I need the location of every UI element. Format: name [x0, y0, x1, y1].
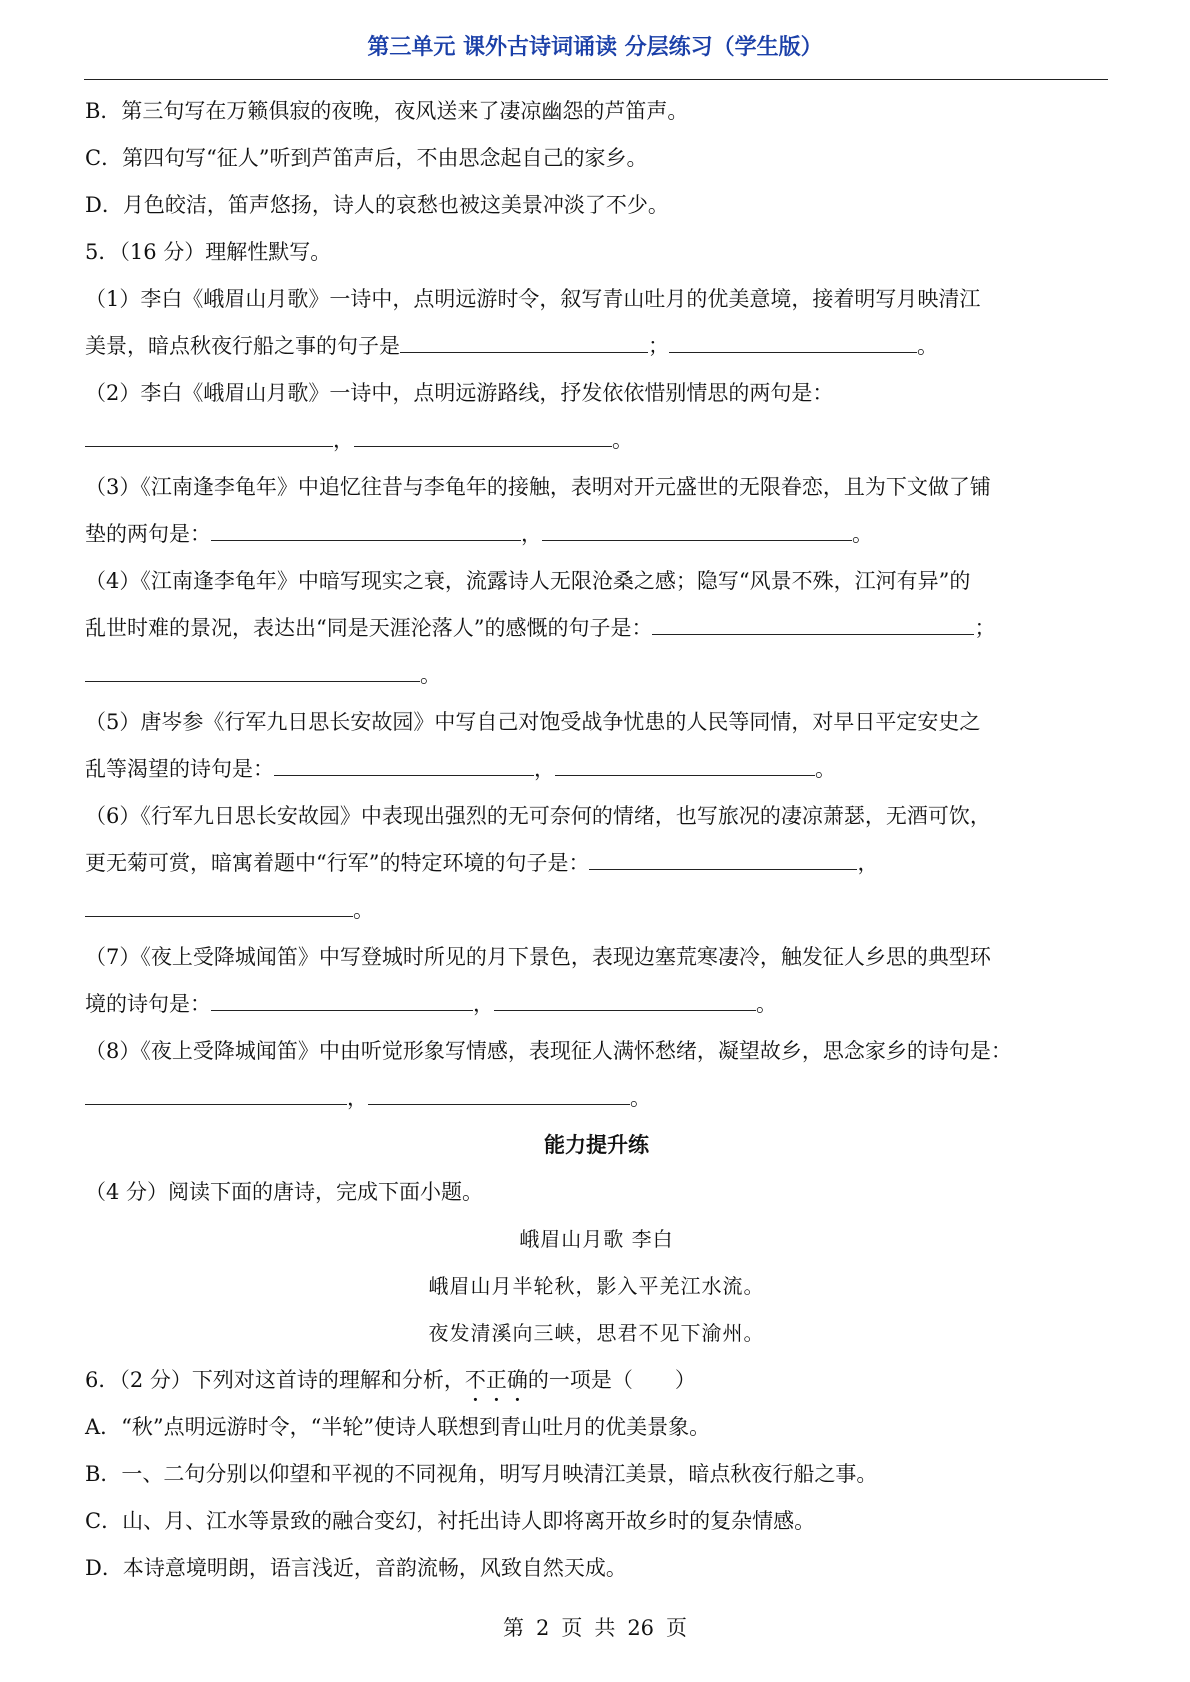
emphasis-char: 确 [506, 1368, 528, 1392]
punct: 。 [917, 334, 938, 358]
punct: ， [473, 992, 494, 1016]
q5-item2-line2 [85, 417, 1108, 464]
answer-blank[interactable] [85, 655, 420, 682]
header-rule [84, 79, 1108, 80]
q5-item3-text: 垫的两句是： [85, 522, 211, 546]
q5-item1-line1: （1）李白《峨眉山月歌》一诗中，点明远游时令，叙写青山吐月的优美意境，接着明写月映清江 [85, 287, 981, 311]
answer-blank[interactable] [211, 514, 521, 541]
q5-item1-line2 [85, 323, 1108, 370]
q6-option-a: A．“秋”点明远游时令，“半轮”使诗人联想到青山吐月的优美景象。 [85, 1415, 711, 1439]
answer-blank[interactable] [368, 1078, 630, 1105]
answer-blank[interactable] [652, 608, 974, 635]
punct: 。 [815, 757, 836, 781]
q5-item4-line2 [85, 605, 1108, 652]
q5-item5-text: 乱等渴望的诗句是： [85, 757, 274, 781]
punct: ； [974, 616, 996, 640]
answer-blank[interactable] [274, 749, 534, 776]
footer-text: 共 [594, 1616, 616, 1640]
punct: 。 [630, 1086, 651, 1110]
q6-option-d: D．本诗意境明朗，语言浅近，音韵流畅，风致自然天成。 [85, 1556, 627, 1580]
answer-blank[interactable] [400, 326, 648, 353]
question-5-title: 5．（16 分）理解性默写。 [85, 240, 332, 264]
q5-item4-line3 [85, 652, 1108, 699]
footer-text: 页 [561, 1616, 583, 1640]
q5-item5-line1: （5）唐岑参《行军九日思长安故园》中写自己对饱受战争忧患的人民等同情，对早日平定安史之 [85, 710, 981, 734]
page-footer [0, 1612, 1190, 1642]
emphasis-char: 不 [464, 1368, 486, 1392]
answer-blank[interactable] [211, 984, 473, 1011]
footer-text: 第 [502, 1616, 524, 1640]
punct: 。 [612, 428, 633, 452]
question-6-stem [85, 1357, 1108, 1404]
q5-item7-text: 境的诗句是： [85, 992, 211, 1016]
option-c-prev: C．第四句写“征人”听到芦笛声后，不由思念起自己的家乡。 [85, 146, 648, 170]
q5-item7-line1: （7）《夜上受降城闻笛》中写登城时所见的月下景色，表现边塞荒寒凄冷，触发征人乡思的典型环 [85, 945, 991, 969]
answer-blank[interactable] [542, 514, 852, 541]
document-body [85, 88, 1108, 1592]
poem-line-2: 夜发清溪向三峡，思君不见下渝州。 [428, 1321, 765, 1345]
page-total: 26 [627, 1616, 655, 1640]
q5-item4-text: 乱世时难的景况，表达出“同是天涯沦落人”的感慨的句子是： [85, 616, 653, 640]
option-d-prev: D．月色皎洁，笛声悠扬，诗人的哀愁也被这美景冲淡了不少。 [85, 193, 669, 217]
poem-line-1: 峨眉山月半轮秋，影入平羌江水流。 [428, 1274, 765, 1298]
footer-text: 页 [666, 1616, 688, 1640]
punct: ， [534, 757, 555, 781]
punct: ， [333, 428, 354, 452]
punct: 。 [353, 898, 374, 922]
q5-item4-line1: （4）《江南逢李龟年》中暗写现实之衰，流露诗人无限沧桑之感；隐写“风景不殊，江河有异”的 [85, 569, 971, 593]
q5-item6-text: 更无菊可赏，暗寓着题中“行军”的特定环境的句子是： [85, 851, 590, 875]
answer-blank[interactable] [494, 984, 756, 1011]
answer-blank[interactable] [85, 1078, 347, 1105]
answer-blank[interactable] [555, 749, 815, 776]
reading-intro: （4 分）阅读下面的唐诗，完成下面小题。 [85, 1180, 484, 1204]
option-b-prev: B．第三句写在万籁俱寂的夜晚，夜风送来了凄凉幽怨的芦笛声。 [85, 99, 689, 123]
q5-item1-text: 美景，暗点秋夜行船之事的句子是 [85, 334, 400, 358]
punct: ， [521, 522, 542, 546]
emphasis-char: 正 [485, 1368, 507, 1392]
q5-item5-line2 [85, 746, 1108, 793]
q5-item2-line1: （2）李白《峨眉山月歌》一诗中，点明远游路线，抒发依依惜别情思的两句是： [85, 381, 834, 405]
answer-blank[interactable] [85, 890, 353, 917]
punct: 。 [420, 663, 441, 687]
punct: ， [347, 1086, 368, 1110]
answer-blank[interactable] [85, 420, 333, 447]
q6-stem-post: 的一项是（ ） [527, 1368, 696, 1392]
punct: 。 [756, 992, 777, 1016]
poem-title: 峨眉山月歌 李白 [519, 1227, 674, 1251]
q5-item3-line2 [85, 511, 1108, 558]
q6-stem-pre: 6．（2 分）下列对这首诗的理解和分析， [85, 1368, 465, 1392]
punct: ； [648, 334, 669, 358]
q6-option-b: B．一、二句分别以仰望和平视的不同视角，明写月映清江美景，暗点秋夜行船之事。 [85, 1462, 878, 1486]
page-number: 2 [535, 1616, 550, 1640]
q5-item6-line2 [85, 840, 1108, 887]
q5-item6-line1: （6）《行军九日思长安故园》中表现出强烈的无可奈何的情绪，也写旅况的凄凉萧瑟，无酒可饮， [85, 804, 991, 828]
q5-item3-line1: （3）《江南逢李龟年》中追忆往昔与李龟年的接触，表明对开元盛世的无限眷恋，且为下文做了铺 [85, 475, 991, 499]
q5-item8-line1: （8）《夜上受降城闻笛》中由听觉形象写情感，表现征人满怀愁绪，凝望故乡，思念家乡的诗句是： [85, 1039, 1012, 1063]
answer-blank[interactable] [669, 326, 917, 353]
answer-blank[interactable] [354, 420, 612, 447]
punct: 。 [852, 522, 873, 546]
q5-item6-line3 [85, 887, 1108, 934]
punct: ， [857, 851, 879, 875]
q5-item7-line2 [85, 981, 1108, 1028]
q5-item8-line2 [85, 1075, 1108, 1122]
q6-option-c: C．山、月、江水等景致的融合变幻，衬托出诗人即将离开故乡时的复杂情感。 [85, 1509, 816, 1533]
page-header-title: 第三单元 课外古诗词诵读 分层练习（学生版） [367, 35, 823, 60]
answer-blank[interactable] [589, 843, 857, 870]
section-title: 能力提升练 [544, 1133, 649, 1157]
